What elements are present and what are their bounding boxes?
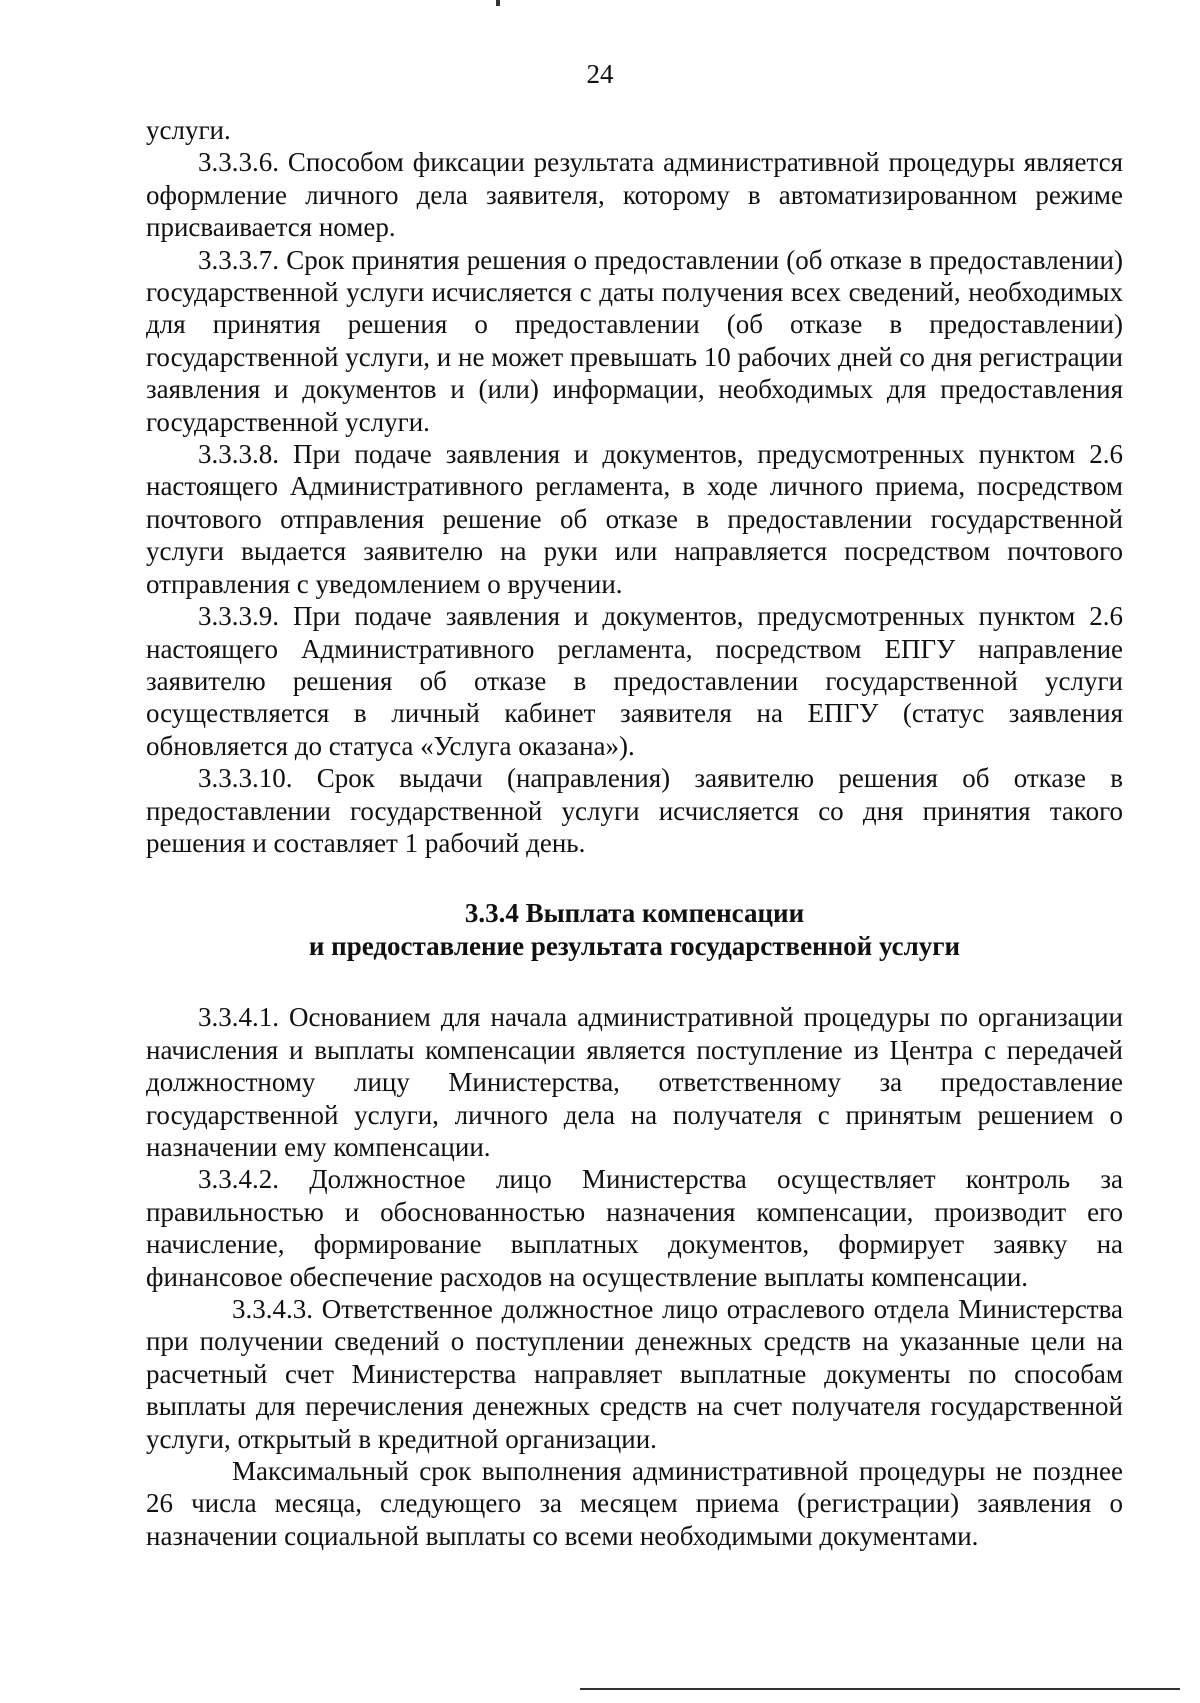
paragraph-3-3-3-8: 3.3.3.8. При подаче заявления и документов, предусмотренных пунктом 2.6 настоящего Административного регламента, в ходе личного приема, посредством почтового отправления решение об отказе в предоставлении государственной услуги выдается заявителю на руки или направляется посредством почтового отправления с уведомлением о вручении. [146,439,1123,599]
scan-artifact [496,0,500,6]
paragraph-3-3-3-9: 3.3.3.9. При подаче заявления и документов, предусмотренных пунктом 2.6 настоящего Административного регламента, посредством ЕПГУ направление заявителю решения об отказе в предоставлении государственной услуги осуществляется в личный кабинет заявителя на ЕПГУ (статус заявления обновляется до статуса «Услуга оказана»). [146,601,1123,761]
paragraph-max-term: Максимальный срок выполнения административной процедуры не позднее 26 числа месяца, следующего за месяцем приема (регистрации) заявления о назначении социальной выплаты со всеми необходимыми документами. [146,1456,1123,1551]
page-number: 24 [586,59,614,89]
paragraph-3-3-3-7: 3.3.3.7. Срок принятия решения о предоставлении (об отказе в предоставлении) государственной услуги исчисляется с даты получения всех сведений, необходимых для принятия решения о предоставлении (об отказе в предоставлении) государственной услуги, и не может превышать 10 рабочих дней со дня регистрации заявления и документов и (или) информации, необходимых для предоставления государственной услуги. [146,244,1123,437]
paragraph-3-3-4-3: 3.3.4.3. Ответственное должностное лицо отраслевого отдела Министерства при получении сведений о поступлении денежных средств на указанные цели на расчетный счет Министерства направляет выплатные документы по способам выплаты для перечисления денежных средств на счет получателя государственной услуги, открытый в кредитной организации. [146,1294,1123,1454]
paragraph-3-3-3-6: 3.3.3.6. Способом фиксации результата административной процедуры является оформление личного дела заявителя, которому в автоматизированном режиме присваивается номер. [146,147,1123,243]
paragraph-continuation: услуги. [146,115,231,145]
paragraph-3-3-4-2: 3.3.4.2. Должностное лицо Министерства осуществляет контроль за правильностью и обоснованностью назначения компенсации, производит его начисление, формирование выплатных документов, формирует заявку на финансовое обеспечение расходов на осуществление выплаты компенсации. [146,1164,1123,1292]
paragraph-3-3-3-10: 3.3.3.10. Срок выдачи (направления) заявителю решения об отказе в предоставлении государственной услуги исчисляется со дня принятия такого решения и составляет 1 рабочий день. [146,763,1123,858]
section-heading [146,897,1123,963]
section-heading-line-2: и предоставление результата государственной услуги [308,931,961,962]
section-heading-line-1: 3.3.4 Выплата компенсации [464,898,805,929]
footer-rule [580,1688,1180,1690]
document-body [146,114,1123,1552]
paragraph-3-3-4-1: 3.3.4.1. Основанием для начала административной процедуры по организации начисления и выплаты компенсации является поступление из Центра с передачей должностному лицу Министерства, ответственному за предоставление государственной услуги, личного дела на получателя с принятым решением о назначении ему компенсации. [146,1002,1123,1162]
